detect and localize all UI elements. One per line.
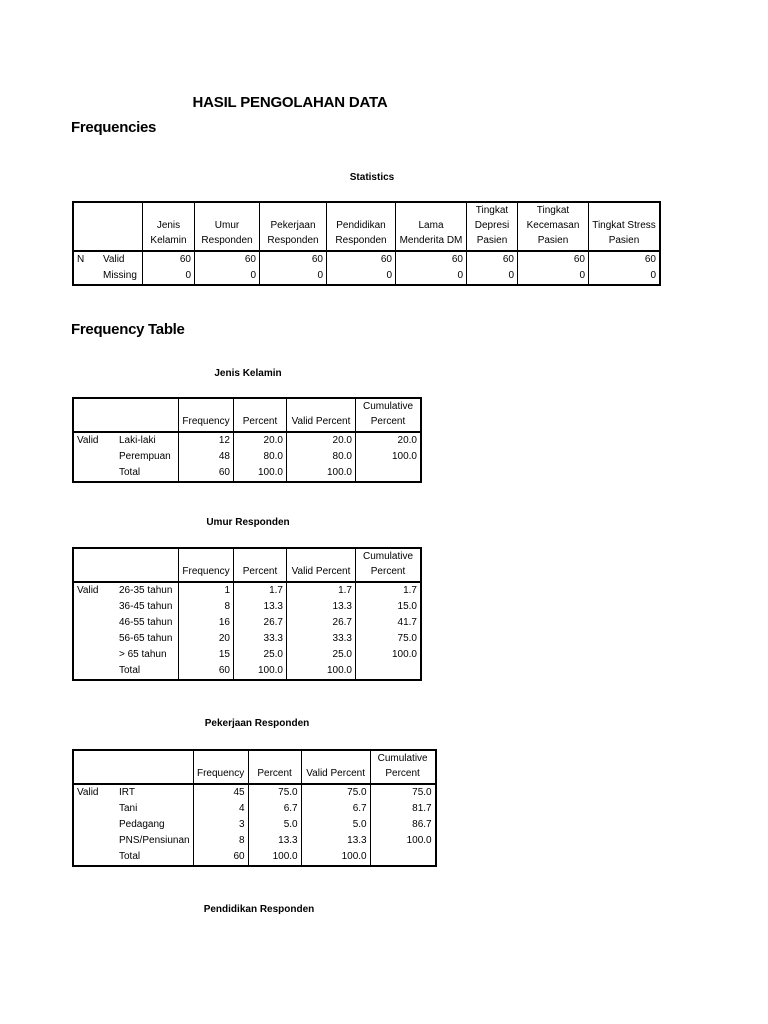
stat-col-header-line: Tingkat: [536, 205, 570, 216]
freq-row-label: Tani: [119, 803, 138, 814]
freq-row-group: Valid: [77, 787, 99, 798]
freq-cell-freq: 8: [193, 833, 248, 849]
table-caption-pekerjaan-responden: Pekerjaan Responden: [204, 718, 310, 729]
stat-col-header-line: [263, 203, 323, 218]
stat-cell: 0: [143, 268, 195, 285]
freq-cell-pct: 1.7: [234, 582, 287, 599]
freq-row: [73, 849, 436, 866]
freq-cell-cpct: 86.7: [370, 817, 436, 833]
freq-cell-freq: 12: [179, 432, 234, 449]
freq-row-group: [73, 817, 116, 833]
stat-corner-b: [100, 202, 143, 251]
freq-cell-pct: 13.3: [248, 833, 301, 849]
freq-table-pekerjaan-responden-wrap: [72, 749, 437, 867]
freq-header-line: Cumulative: [362, 551, 414, 562]
freq-cell-pct: 75.0: [248, 784, 301, 801]
stat-col-header-line: Umur: [214, 220, 240, 231]
freq-row: [73, 615, 421, 631]
freq-corner: [116, 398, 179, 432]
stat-cell: 60: [143, 251, 195, 268]
stat-col-header: [195, 202, 260, 251]
freq-row-group: [73, 849, 116, 866]
freq-row-group: [73, 631, 116, 647]
freq-row-label: Pedagang: [119, 819, 165, 830]
freq-cell-freq: 60: [179, 663, 234, 680]
frequency-table: [72, 749, 437, 867]
stat-row-label: Missing: [103, 270, 137, 281]
statistics-row-valid: [73, 251, 660, 268]
freq-header-percent: Percent: [248, 750, 301, 784]
stat-row-label: Valid: [103, 254, 125, 265]
freq-header-cumulative-percent: [356, 548, 422, 582]
freq-row-group: Valid: [77, 585, 99, 596]
freq-cell-pct: 25.0: [234, 647, 287, 663]
freq-row: [73, 801, 436, 817]
freq-cell-pct: 6.7: [248, 801, 301, 817]
freq-cell-freq: 3: [193, 817, 248, 833]
statistics-row-missing: [73, 268, 660, 285]
freq-corner: [116, 750, 193, 784]
freq-row-label: 46-55 tahun: [119, 617, 173, 628]
freq-cell-pct: 13.3: [234, 599, 287, 615]
stat-col-header: [518, 202, 589, 251]
freq-cell-pct: 5.0: [248, 817, 301, 833]
stat-cell: 0: [467, 268, 518, 285]
section-heading-frequencies: Frequencies: [71, 119, 157, 136]
stat-col-header-line: Depresi: [474, 220, 510, 231]
stat-cell: 0: [518, 268, 589, 285]
freq-row-label: Laki-laki: [119, 435, 156, 446]
freq-cell-cpct: [370, 849, 436, 866]
stat-col-header-line: Tingkat Stress: [592, 220, 656, 231]
freq-cell-vpct: 26.7: [287, 615, 356, 631]
freq-row-label: 56-65 tahun: [119, 633, 173, 644]
freq-corner: [73, 398, 116, 432]
freq-cell-freq: 1: [179, 582, 234, 599]
freq-cell-vpct: 13.3: [287, 599, 356, 615]
freq-cell-vpct: 5.0: [301, 817, 370, 833]
stat-col-header-line: Responden: [267, 235, 319, 246]
freq-header-frequency: Frequency: [193, 750, 248, 784]
freq-cell-freq: 4: [193, 801, 248, 817]
freq-cell-freq: 15: [179, 647, 234, 663]
freq-row-label: 26-35 tahun: [119, 585, 173, 596]
freq-cell-vpct: 33.3: [287, 631, 356, 647]
freq-row: [73, 833, 436, 849]
freq-cell-vpct: 100.0: [287, 663, 356, 680]
freq-header-row: [73, 398, 421, 432]
freq-cell-cpct: 75.0: [370, 784, 436, 801]
freq-cell-pct: 20.0: [234, 432, 287, 449]
freq-cell-cpct: 81.7: [370, 801, 436, 817]
freq-row-label: IRT: [119, 787, 135, 798]
freq-cell-cpct: 75.0: [356, 631, 422, 647]
section-heading-frequency-table: Frequency Table: [71, 321, 185, 338]
stat-col-header-line: Tingkat: [475, 205, 509, 216]
freq-corner: [116, 548, 179, 582]
freq-cell-freq: 45: [193, 784, 248, 801]
stat-col-header-line: Kelamin: [150, 235, 187, 246]
stat-col-header-line: Pasien: [476, 235, 508, 246]
freq-row-group: [73, 465, 116, 482]
freq-row-label: PNS/Pensiunan: [119, 835, 190, 846]
stat-cell: 60: [518, 251, 589, 268]
freq-row: [73, 647, 421, 663]
freq-cell-vpct: 100.0: [301, 849, 370, 866]
stat-col-header-line: Jenis: [156, 220, 181, 231]
freq-row-label: Perempuan: [119, 451, 171, 462]
freq-corner: [73, 548, 116, 582]
stat-cell: 60: [467, 251, 518, 268]
freq-header-frequency: Frequency: [179, 548, 234, 582]
stat-row-group-empty: [73, 268, 100, 285]
stat-col-header-line: Menderita DM: [399, 235, 463, 246]
freq-row-label: Total: [119, 665, 141, 676]
freq-row-group: [73, 449, 116, 465]
freq-header-valid-percent: Valid Percent: [287, 548, 356, 582]
freq-cell-pct: 100.0: [248, 849, 301, 866]
freq-header-line: Percent: [370, 566, 406, 577]
freq-header-valid-percent: Valid Percent: [287, 398, 356, 432]
freq-cell-cpct: [356, 465, 422, 482]
freq-cell-vpct: 25.0: [287, 647, 356, 663]
stat-col-header: [260, 202, 327, 251]
freq-row: [73, 817, 436, 833]
freq-row: [73, 663, 421, 680]
freq-row-group: [73, 647, 116, 663]
stat-col-header: [396, 202, 467, 251]
freq-row-group: [73, 663, 116, 680]
freq-cell-pct: 100.0: [234, 465, 287, 482]
freq-cell-freq: 60: [193, 849, 248, 866]
stat-col-header-line: Pasien: [608, 235, 640, 246]
frequency-table: [72, 547, 422, 681]
frequency-table: [72, 397, 422, 483]
stat-col-header-line: Kecemasan: [526, 220, 580, 231]
freq-header-row: [73, 750, 436, 784]
freq-cell-pct: 26.7: [234, 615, 287, 631]
stat-col-header: [467, 202, 518, 251]
freq-cell-vpct: 13.3: [301, 833, 370, 849]
freq-cell-vpct: 1.7: [287, 582, 356, 599]
freq-row-group: [73, 599, 116, 615]
freq-row-label: Total: [119, 467, 141, 478]
freq-row-label: Total: [119, 851, 141, 862]
stat-cell: 0: [396, 268, 467, 285]
page-title: HASIL PENGOLAHAN DATA: [192, 94, 388, 111]
table-caption-umur-responden: Umur Responden: [206, 517, 290, 528]
freq-row: [73, 784, 436, 801]
stat-col-header-line: Lama: [418, 220, 444, 231]
freq-cell-cpct: 100.0: [370, 833, 436, 849]
stat-col-header-line: Responden: [201, 235, 253, 246]
table-caption-jenis-kelamin: Jenis Kelamin: [214, 368, 282, 379]
stat-cell: 0: [327, 268, 396, 285]
stat-col-header-line: [592, 203, 656, 218]
freq-cell-freq: 20: [179, 631, 234, 647]
freq-row-group: [73, 833, 116, 849]
freq-header-line: Cumulative: [377, 753, 428, 764]
stat-col-header-line: [146, 203, 191, 218]
freq-cell-vpct: 100.0: [287, 465, 356, 482]
freq-cell-cpct: 100.0: [356, 647, 422, 663]
freq-cell-vpct: 75.0: [301, 784, 370, 801]
freq-cell-pct: 100.0: [234, 663, 287, 680]
freq-cell-cpct: [356, 663, 422, 680]
freq-row: [73, 432, 421, 449]
statistics-caption: Statistics: [349, 172, 395, 183]
stat-cell: 0: [260, 268, 327, 285]
freq-row: [73, 582, 421, 599]
freq-row: [73, 631, 421, 647]
statistics-table-wrap: [72, 201, 661, 286]
statistics-header-row: [73, 202, 660, 251]
stat-col-header-line: [330, 203, 392, 218]
stat-corner-a: [73, 202, 100, 251]
stat-col-header-line: [198, 203, 256, 218]
freq-header-percent: Percent: [234, 548, 287, 582]
freq-cell-freq: 48: [179, 449, 234, 465]
freq-row-group: [73, 615, 116, 631]
stat-col-header: [327, 202, 396, 251]
freq-table-jenis-kelamin-wrap: [72, 397, 422, 483]
freq-cell-freq: 16: [179, 615, 234, 631]
freq-cell-vpct: 80.0: [287, 449, 356, 465]
freq-header-percent: Percent: [234, 398, 287, 432]
statistics-table: [72, 201, 661, 286]
freq-row: [73, 465, 421, 482]
stat-row-group: N: [77, 254, 85, 265]
stat-cell: 0: [589, 268, 661, 285]
stat-cell: 60: [327, 251, 396, 268]
stat-col-header-line: Pasien: [537, 235, 569, 246]
freq-cell-cpct: 20.0: [356, 432, 422, 449]
freq-cell-vpct: 20.0: [287, 432, 356, 449]
freq-row-label: 36-45 tahun: [119, 601, 173, 612]
freq-cell-freq: 60: [179, 465, 234, 482]
freq-header-line: Percent: [370, 416, 406, 427]
freq-cell-pct: 33.3: [234, 631, 287, 647]
freq-cell-cpct: 1.7: [356, 582, 422, 599]
freq-header-cumulative-percent: [370, 750, 436, 784]
freq-header-frequency: Frequency: [179, 398, 234, 432]
freq-row-label: > 65 tahun: [119, 649, 167, 660]
freq-row: [73, 449, 421, 465]
freq-table-umur-responden-wrap: [72, 547, 422, 681]
stat-col-header-line: [399, 203, 463, 218]
freq-header-cumulative-percent: [356, 398, 422, 432]
stat-col-header: [589, 202, 661, 251]
stat-col-header-line: Pendidikan: [336, 220, 386, 231]
freq-corner: [73, 750, 116, 784]
freq-cell-vpct: 6.7: [301, 801, 370, 817]
table-caption-pendidikan-responden: Pendidikan Responden: [203, 904, 315, 915]
freq-row: [73, 599, 421, 615]
freq-cell-pct: 80.0: [234, 449, 287, 465]
freq-cell-freq: 8: [179, 599, 234, 615]
freq-header-line: Cumulative: [362, 401, 414, 412]
freq-header-valid-percent: Valid Percent: [301, 750, 370, 784]
freq-cell-cpct: 15.0: [356, 599, 422, 615]
freq-cell-cpct: 41.7: [356, 615, 422, 631]
stat-cell: 0: [195, 268, 260, 285]
stat-cell: 60: [195, 251, 260, 268]
freq-row-group: [73, 801, 116, 817]
freq-header-row: [73, 548, 421, 582]
stat-col-header-line: Responden: [335, 235, 387, 246]
stat-col-header-line: Pekerjaan: [270, 220, 316, 231]
stat-col-header: [143, 202, 195, 251]
freq-cell-cpct: 100.0: [356, 449, 422, 465]
stat-cell: 60: [396, 251, 467, 268]
stat-cell: 60: [260, 251, 327, 268]
stat-cell: 60: [589, 251, 661, 268]
freq-row-group: Valid: [77, 435, 99, 446]
freq-header-line: Percent: [385, 768, 420, 779]
